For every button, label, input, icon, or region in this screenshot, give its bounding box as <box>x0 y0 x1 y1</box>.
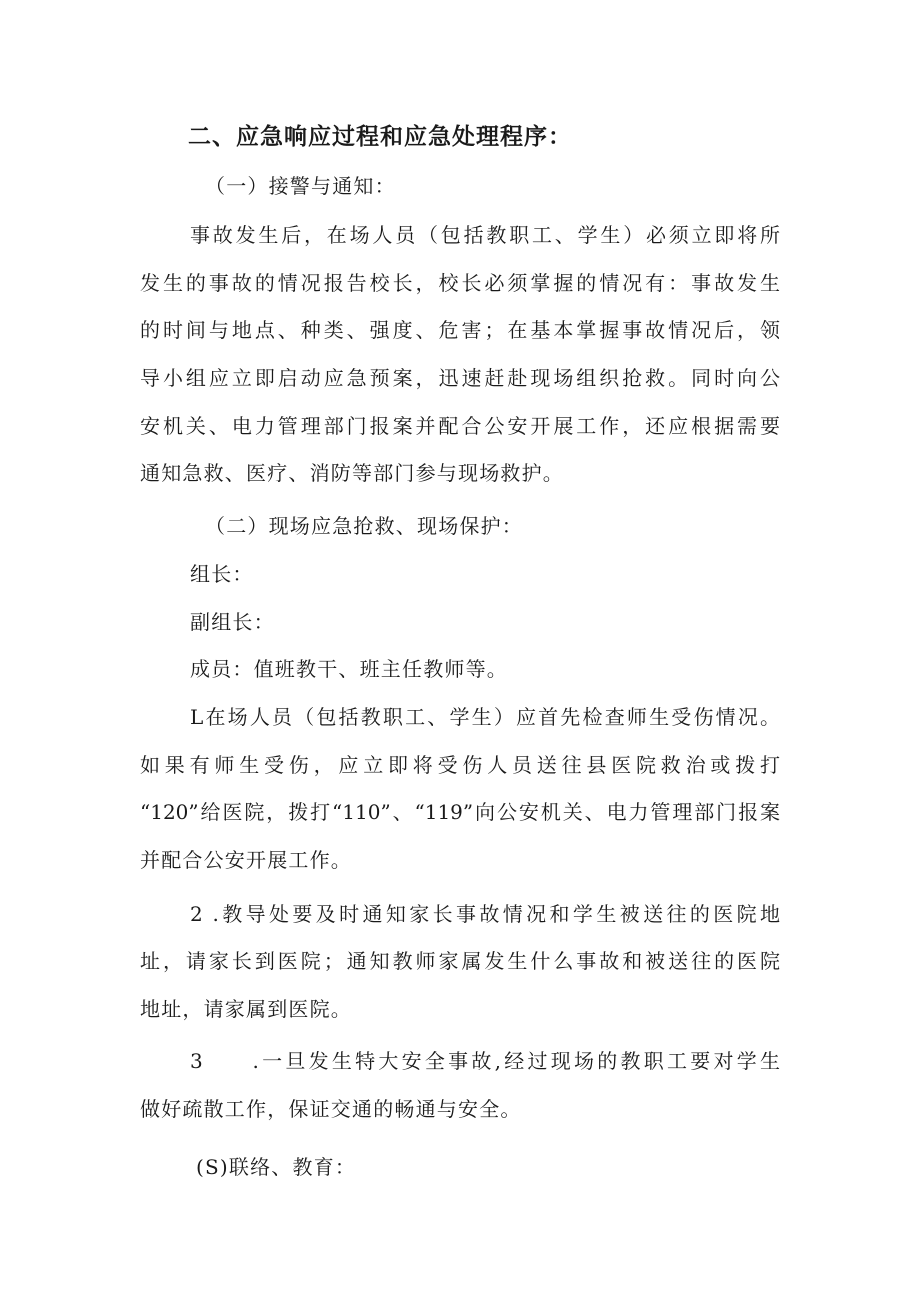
group-leader-label: 组长： <box>190 562 254 586</box>
paragraph-line: 导小组应立即启动应急预案，迅速赶赴现场组织抢救。同时向公 <box>140 366 780 390</box>
section-heading: 二、应急响应过程和应急处理程序： <box>188 124 572 150</box>
item3-line: 3 .一旦发生特大安全事故,经过现场的教职工要对学生 <box>190 1049 780 1073</box>
deputy-leader-label: 副组长： <box>190 610 275 634</box>
paragraph-line: 通知急救、医疗、消防等部门参与现场救护。 <box>140 461 564 485</box>
subsection-title-2: （二）现场应急抢救、现场保护： <box>205 514 523 538</box>
paragraph-line: 发生的事故的情况报告校长，校长必须掌握的情况有：事故发生 <box>140 271 780 295</box>
paragraph-line: 事故发生后，在场人员（包括教职工、学生）必须立即将所 <box>190 223 780 247</box>
members-line: 成员：值班教干、班主任教师等。 <box>190 657 508 681</box>
item1-line: L在场人员（包括教职工、学生）应首先检查师生受伤情况。 <box>190 705 780 729</box>
item2-line: 地址，请家属到医院。 <box>140 997 352 1021</box>
paragraph-line: 的时间与地点、种类、强度、危害；在基本掌握事故情况后，领 <box>140 318 780 342</box>
item1-line: 并配合公安开展工作。 <box>140 848 352 872</box>
subsection-title-1: （一）接警与通知： <box>205 174 396 198</box>
paragraph-line: 安机关、电力管理部门报案并配合公安开展工作，还应根据需要 <box>140 414 780 438</box>
item1-line: “120”给医院，拨打“110”、“119”向公安机关、电力管理部门报案 <box>140 800 780 824</box>
item2-line: 2 .教导处要及时通知家长事故情况和学生被送往的医院地 <box>190 902 780 926</box>
item2-line: 址，请家长到医院；通知教师家属发生什么事故和被送往的医院 <box>140 949 780 973</box>
subsection-title-3: (S)联络、教育： <box>196 1155 357 1179</box>
item1-line: 如果有师生受伤，应立即将受伤人员送往县医院救治或拨打 <box>140 753 780 777</box>
item3-line: 做好疏散工作，保证交通的畅通与安全。 <box>140 1097 522 1121</box>
